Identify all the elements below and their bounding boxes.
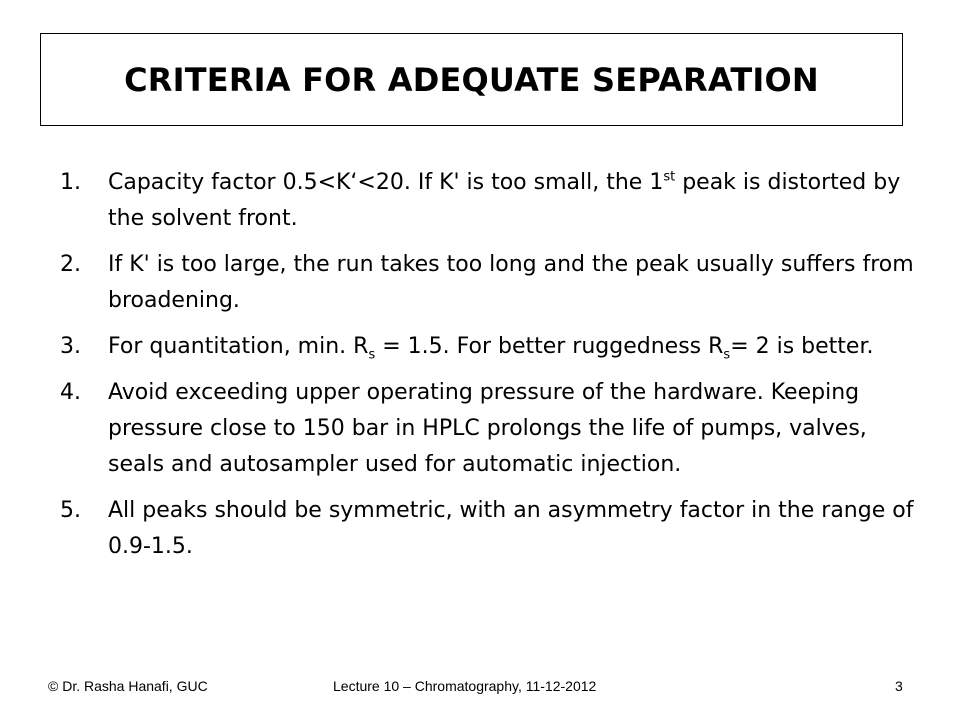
title-box	[40, 33, 903, 126]
footer-lecture: Lecture 10 – Chromatography, 11-12-2012	[333, 678, 597, 694]
item-text: All peaks should be symmetric, with an asymmetry factor in the range of 0.9-1.5.	[108, 498, 914, 559]
item-text: If K' is too large, the run takes too long and the peak usually suffers from broadening.	[108, 252, 914, 313]
subscript: s	[368, 347, 376, 363]
item-text: Avoid exceeding upper operating pressure of the hardware. Keeping pressure close to 150 bar in HPLC prolongs the life of pumps, valves, seals and autosampler used for automatic injection.	[108, 380, 867, 477]
page-number: 3	[895, 678, 903, 694]
item-number: 3.	[60, 334, 81, 359]
list-item	[60, 247, 920, 319]
criteria-list	[60, 165, 920, 575]
item-number: 5.	[60, 498, 81, 523]
slide-title: CRITERIA FOR ADEQUATE SEPARATION	[124, 60, 819, 99]
item-number: 4.	[60, 380, 81, 405]
superscript: st	[663, 169, 676, 185]
list-item	[60, 329, 920, 365]
item-number: 1.	[60, 170, 81, 195]
list-item	[60, 375, 920, 483]
list-item	[60, 165, 920, 237]
item-text: Capacity factor 0.5<K‘<20. If K' is too small, the 1st peak is distorted by the solvent front.	[108, 169, 901, 231]
item-number: 2.	[60, 252, 81, 277]
subscript: s	[723, 347, 731, 363]
footer-author: © Dr. Rasha Hanafi, GUC	[48, 678, 208, 694]
list-item	[60, 493, 920, 565]
item-text: For quantitation, min. $R_s = 1.5$. For better ruggedness $R_s= 2$ is better.	[108, 334, 874, 363]
